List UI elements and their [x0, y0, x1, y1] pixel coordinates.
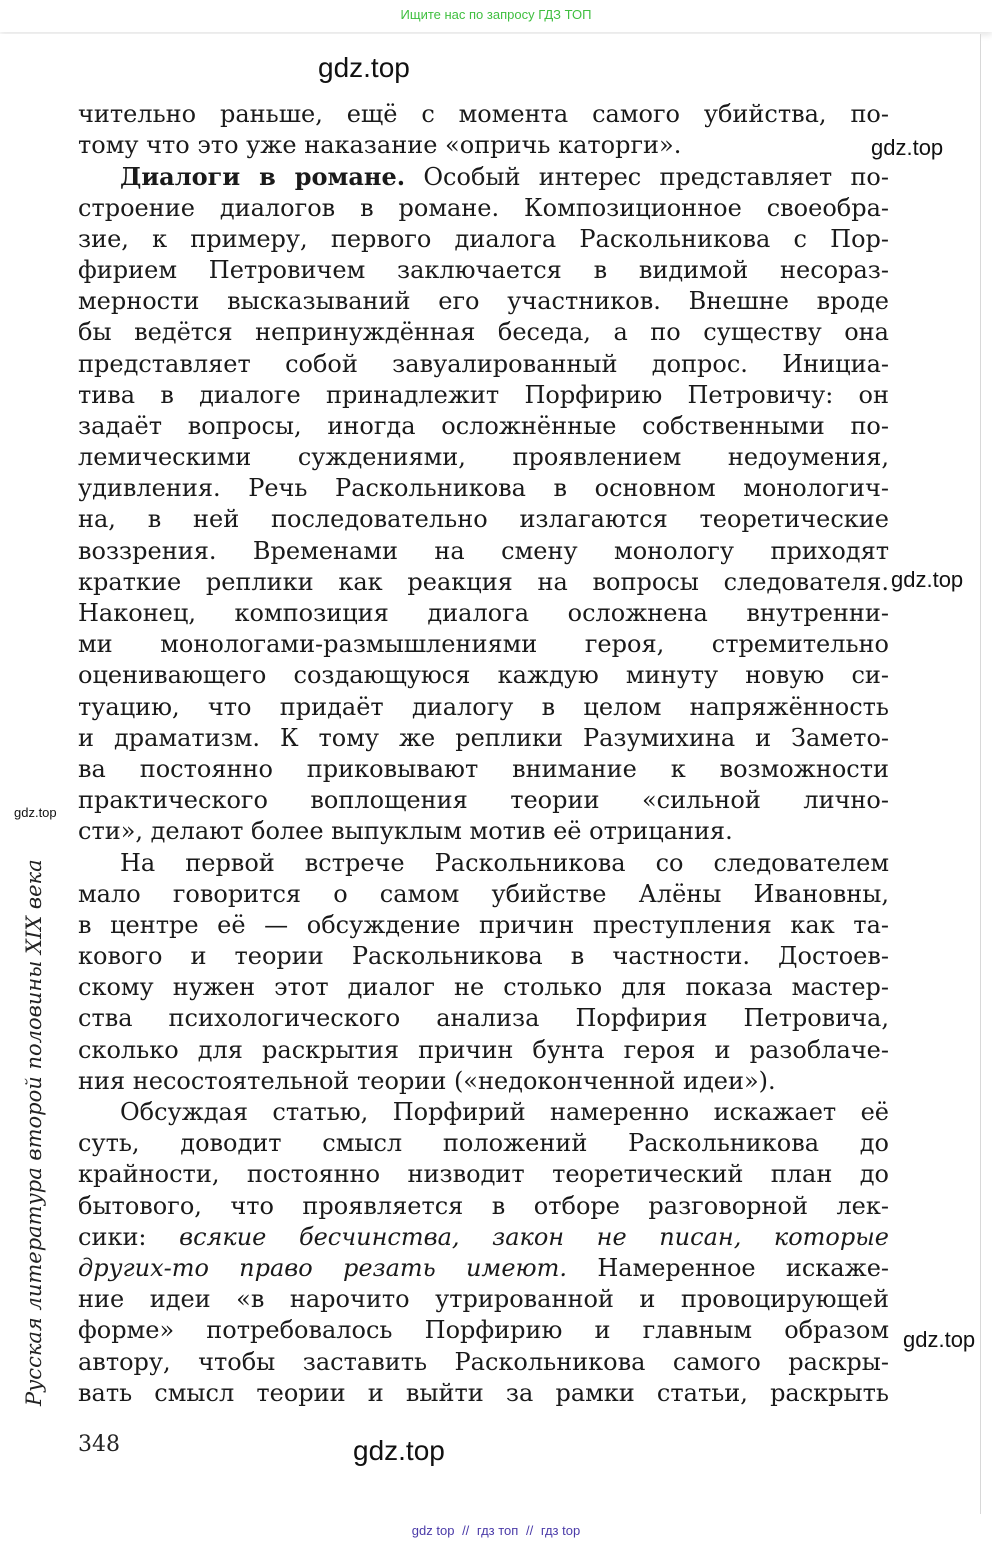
text-line: мерности высказываний его участников. Внешне вроде [78, 287, 889, 316]
text-line: Наконец, композиция диалога осложнена внутренни- [78, 599, 889, 627]
text-span: сики: [78, 1222, 147, 1251]
footer-link[interactable]: gdz top [411, 1523, 455, 1538]
footer-links [0, 1523, 992, 1538]
text-line: тому что это уже наказание «опричь каторги». [78, 131, 682, 160]
text-line: задаёт вопросы, иногда осложнённые собственными по- [78, 411, 889, 440]
text-line: вать смысл теории и выйти за рамки статьи, раскрыть [78, 1378, 889, 1407]
text-line: удивления. Речь Раскольникова в основном монологич- [78, 474, 889, 503]
text-line: представляет собой завуалированный допрос. Инициа- [78, 349, 889, 378]
text-line: ми монологами-размышлениями героя, стремительно [78, 630, 889, 659]
footer-separator: // [525, 1523, 534, 1538]
text-line: чительно раньше, ещё с момента самого убийства, по- [78, 100, 889, 128]
text-line: сти», делают более выпуклым мотив её отрицания. [78, 817, 733, 846]
text-line: На первой встрече Раскольникова со следователем [120, 848, 889, 877]
text-line: зие, к примеру, первого диалога Раскольникова с Пор- [78, 224, 889, 253]
italic-quote: всякие бесчинства, закон не писан, которые [179, 1222, 889, 1251]
text-line: строение диалогов в романе. Композиционное своеобра- [78, 193, 889, 222]
text-line: и драматизм. К тому же реплики Разумихина и Замето- [78, 723, 889, 752]
text-line: скому нужен этот диалог не столько для показа мастер- [78, 973, 889, 1002]
text-line [78, 1222, 889, 1253]
watermark-left: gdz.top [14, 805, 57, 820]
text-line: кового и теории Раскольникова в частности. Достоев- [78, 942, 889, 971]
body-text [78, 99, 889, 1409]
page-number: 348 [78, 1432, 120, 1457]
footer-link[interactable]: гдз top [540, 1523, 581, 1538]
text-line: форме» потребовалось Порфирию и главным образом [78, 1316, 889, 1345]
text-line: сколько для раскрытия причин бунта героя и разоблаче- [78, 1035, 889, 1064]
text-line: ние идеи «в нарочито утрированной и провоцирующей [78, 1285, 889, 1314]
section-heading: Диалоги в романе. [120, 162, 406, 192]
text-line: лемическими суждениями, проявлением недоумения, [78, 443, 889, 472]
text-line: ния несостоятельной теории («недоконченной идеи»). [78, 1066, 776, 1095]
italic-quote: других-то право резать имеют. [78, 1253, 568, 1282]
text-line: автору, чтобы заставить Раскольникова самого раскры- [78, 1347, 889, 1376]
text-line: на, в ней последовательно излагаются теоретические [78, 505, 889, 534]
watermark-right-1: gdz.top [871, 135, 944, 160]
text-line: краткие реплики как реакция на вопросы следователя. [78, 567, 889, 596]
text-line: тива в диалоге принадлежит Порфирию Петровичу: он [78, 380, 889, 409]
text-line: в центре её — обсуждение причин преступления как та- [78, 910, 889, 939]
footer-link[interactable]: гдз топ [476, 1523, 519, 1538]
text-line: бытового, что проявляется в отборе разговорной лек- [78, 1191, 889, 1220]
footer-separator: // [462, 1523, 470, 1538]
text-line [78, 1253, 889, 1284]
text-line: крайности, постоянно низводит теоретический план до [78, 1160, 889, 1189]
text-line: бы ведётся непринуждённая беседа, а по существу она [78, 318, 889, 347]
top-banner[interactable]: Ищите нас по запросу ГДЗ ТОП [0, 0, 992, 32]
text-span: Намеренное искаже- [597, 1253, 890, 1282]
watermark-right-2: gdz.top [891, 567, 964, 592]
watermark-top: gdz.top [318, 52, 410, 83]
watermark-right-3: gdz.top [903, 1327, 976, 1352]
text-line: Обсуждая статью, Порфирий намеренно искажает её [120, 1098, 889, 1126]
text-line: воззрения. Временами на смену монологу приходят [78, 536, 889, 565]
watermark-bottom: gdz.top [353, 1435, 445, 1466]
text-span: Особый интерес представляет по- [423, 163, 889, 192]
text-line: фирием Петровичем заключается в видимой несораз- [78, 255, 889, 284]
text-line: практического воплощения теории «сильной лично- [78, 786, 889, 815]
text-line [78, 161, 889, 192]
text-line: мало говорится о самом убийстве Алёны Ивановны, [78, 879, 889, 908]
text-line: суть, доводит смысл положений Раскольникова до [78, 1129, 889, 1158]
text-line: ства психологического анализа Порфирия Петровича, [78, 1004, 889, 1033]
text-line: туацию, что придаёт диалогу в целом напряжённость [78, 692, 889, 721]
text-line: оценивающего создающуюся каждую минуту новую си- [78, 661, 889, 690]
running-title: Русская литература второй половины XIX века [22, 859, 46, 1406]
text-line: ва постоянно приковывают внимание к возможности [78, 754, 889, 783]
